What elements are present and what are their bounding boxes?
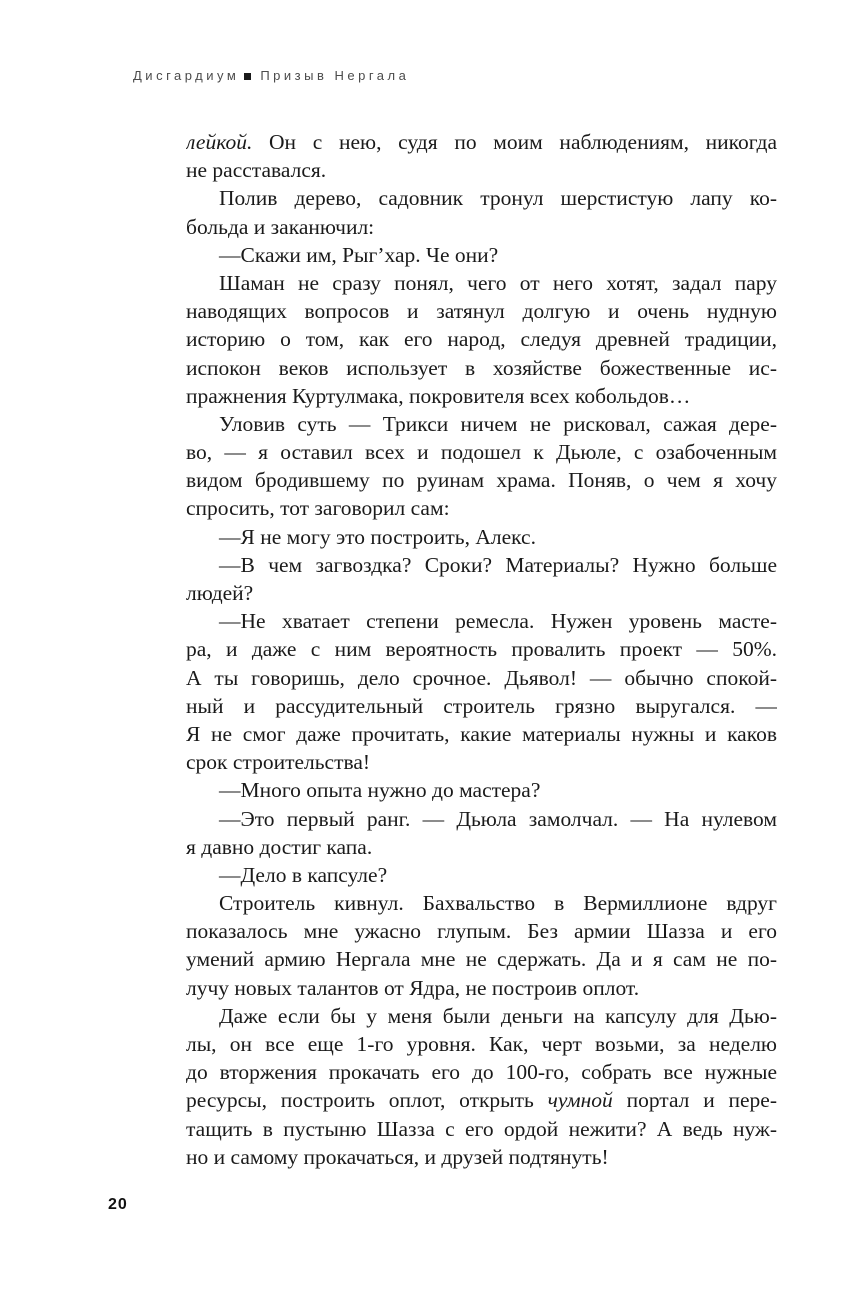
page-number: 20 — [108, 1196, 128, 1213]
text-line: историю о том, как его народ, следуя древней традиции, — [186, 327, 777, 352]
text-line: —Это первый ранг. — Дьюла замолчал. — На нулевом — [219, 806, 777, 831]
paragraph — [186, 776, 777, 804]
text-line: показалось мне ужасно глупым. Без армии Шазза и его — [186, 919, 777, 944]
text-line: наводящих вопросов и затянул долгую и очень нудную — [186, 299, 777, 324]
text-line: Шаман не сразу понял, чего от него хотят, задал пару — [219, 270, 777, 295]
text-line: пражнения Куртулмака, покровителя всех кобольдов… — [186, 383, 691, 408]
text-line: Я не смог даже прочитать, какие материалы нужны и каков — [186, 721, 777, 746]
text-line: я давно достиг капа. — [186, 834, 373, 859]
text-line: тащить в пустыню Шазза с его ордой нежити? А ведь нуж- — [186, 1116, 777, 1141]
paragraph — [186, 805, 777, 861]
text-line: Даже если бы у меня были деньги на капсулу для Дью- — [219, 1003, 777, 1028]
text-line: Уловив суть — Трикси ничем не рисковал, сажая дере- — [219, 411, 777, 436]
text-line: Строитель кивнул. Бахвальство в Вермиллионе вдруг — [219, 891, 777, 916]
text-line: людей? — [186, 581, 254, 605]
paragraph — [186, 889, 777, 1002]
text-line: лучу новых талантов от Ядра, не построив оплот. — [186, 975, 640, 1000]
text-line: до вторжения прокачать его до 100-го, собрать все нужные — [186, 1060, 777, 1085]
paragraph — [186, 184, 777, 240]
text-line: ресурсы, построить оплот, открыть чумной портал и пере- — [186, 1088, 777, 1113]
text-line: больда и заканючил: — [186, 214, 375, 239]
text-line: —Много опыта нужно до мастера? — [219, 778, 541, 803]
paragraph — [186, 269, 777, 410]
text-line: —Скажи им, Рыг’хар. Че они? — [219, 242, 499, 267]
paragraph — [186, 241, 777, 269]
paragraph — [186, 551, 777, 607]
text-line: —Я не могу это построить, Алекс. — [219, 524, 536, 549]
text-line: умений армию Нергала мне не сдержать. Да и я сам не по- — [186, 947, 777, 972]
square-bullet-icon — [244, 73, 251, 80]
book-title: Дисгардиум — [133, 68, 240, 83]
text-line: испокон веков использует в хозяйстве божественные ис- — [186, 355, 777, 380]
chapter-title: Призыв Нергала — [260, 68, 410, 83]
paragraph — [186, 410, 777, 523]
text-line: —Не хватает степени ремесла. Нужен уровень масте- — [219, 609, 777, 634]
text-line: ный и рассудительный строитель грязно выругался. — — [186, 693, 777, 718]
paragraph — [186, 607, 777, 776]
text-line: лейкой. Он с нею, судя по моим наблюдениям, никогда — [186, 130, 777, 154]
text-line: видом бродившему по руинам храма. Поняв, о чем я хочу — [186, 468, 777, 493]
text-line: А ты говоришь, дело срочное. Дьявол! — обычно спокой- — [186, 665, 777, 690]
text-line: ра, и даже с ним вероятность провалить проект — 50%. — [186, 637, 777, 662]
text-line: не расставался. — [186, 158, 327, 183]
text-line: Полив дерево, садовник тронул шерстистую лапу ко- — [219, 186, 777, 211]
paragraph — [186, 1002, 777, 1171]
paragraph — [186, 861, 777, 889]
paragraph — [186, 523, 777, 551]
text-line: лы, он все еще 1-го уровня. Как, черт возьми, за неделю — [186, 1032, 777, 1056]
text-line: во, — я оставил всех и подошел к Дьюле, с озабоченным — [186, 440, 777, 465]
text-line: но и самому прокачаться, и друзей подтянуть! — [186, 1144, 609, 1169]
running-header — [133, 68, 409, 83]
text-line: спросить, тот заговорил сам: — [186, 496, 450, 521]
text-line: —В чем загвоздка? Сроки? Материалы? Нужно больше — [219, 552, 777, 577]
paragraph — [186, 128, 777, 184]
text-line: —Дело в капсуле? — [219, 862, 388, 887]
page-text — [186, 128, 777, 1171]
text-line: срок строительства! — [186, 750, 371, 775]
